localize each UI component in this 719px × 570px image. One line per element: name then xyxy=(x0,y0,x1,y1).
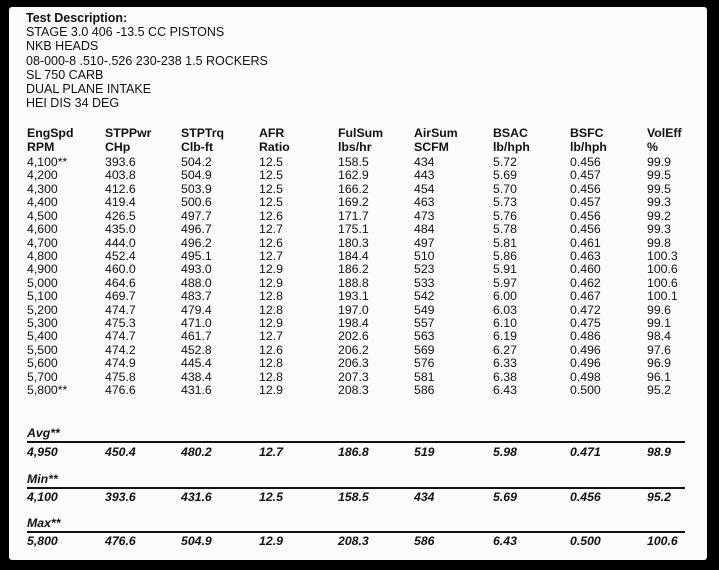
table-cell: 5.98 xyxy=(493,445,517,459)
table-cell: 393.6 xyxy=(105,155,136,169)
table-row xyxy=(9,249,707,263)
table-cell: 0.498 xyxy=(570,370,601,384)
table-cell: 450.4 xyxy=(105,445,136,459)
table-cell: 0.496 xyxy=(570,343,601,357)
table-cell: 6.27 xyxy=(493,343,517,357)
table-cell: 100.6 xyxy=(647,276,678,290)
table-cell: SCFM xyxy=(414,140,449,154)
table-cell: 186.2 xyxy=(338,262,369,276)
table-cell: 0.456 xyxy=(570,209,601,223)
table-cell: 4,800 xyxy=(27,249,58,263)
table-cell: 479.4 xyxy=(181,303,212,317)
table-cell: 6.00 xyxy=(493,289,517,303)
table-cell: 0.461 xyxy=(570,236,601,250)
table-cell: lbs/hr xyxy=(338,140,372,154)
table-cell: 454 xyxy=(414,182,435,196)
table-cell: 193.1 xyxy=(338,289,369,303)
table-cell: 12.9 xyxy=(259,383,283,397)
table-cell: 208.3 xyxy=(338,383,369,397)
description-line: SL 750 CARB xyxy=(26,67,104,82)
table-cell: 393.6 xyxy=(105,490,136,504)
table-cell: 452.8 xyxy=(181,343,212,357)
description-line: HEI DIS 34 DEG xyxy=(26,96,120,111)
table-cell: 5.81 xyxy=(493,236,517,250)
table-cell: 475.3 xyxy=(105,316,136,330)
table-cell: 464.6 xyxy=(105,276,136,290)
table-cell: 463 xyxy=(414,195,435,209)
table-row xyxy=(9,155,707,169)
table-cell: 471.0 xyxy=(181,316,212,330)
table-cell: 12.9 xyxy=(259,534,283,548)
table-cell: 6.19 xyxy=(493,329,517,343)
table-cell: 452.4 xyxy=(105,249,136,263)
table-cell: 5,600 xyxy=(27,356,58,370)
table-cell: 12.8 xyxy=(259,289,283,303)
table-cell: 207.3 xyxy=(338,370,369,384)
table-cell: 0.456 xyxy=(570,222,601,236)
table-cell: 12.7 xyxy=(259,249,283,263)
table-cell: 6.10 xyxy=(493,316,517,330)
table-cell: 504.9 xyxy=(181,168,212,182)
table-cell: 0.456 xyxy=(570,490,601,504)
table-cell: 6.03 xyxy=(493,303,517,317)
table-cell: 99.1 xyxy=(647,316,671,330)
table-cell: 0.463 xyxy=(570,249,601,263)
table-cell: 5.91 xyxy=(493,262,517,276)
table-cell: STPPwr xyxy=(105,126,152,140)
table-cell: 5,700 xyxy=(27,370,58,384)
table-cell: 5,000 xyxy=(27,276,58,290)
test-description xyxy=(26,11,268,110)
table-cell: 0.457 xyxy=(570,168,601,182)
table-cell: 4,700 xyxy=(27,236,58,250)
table-cell: 100.1 xyxy=(647,289,678,303)
table-cell: 426.5 xyxy=(105,209,136,223)
table-cell: 12.6 xyxy=(259,343,283,357)
table-cell: 0.500 xyxy=(570,383,601,397)
table-cell: 549 xyxy=(414,303,435,317)
table-cell: 519 xyxy=(414,445,435,459)
table-cell: 0.462 xyxy=(570,276,601,290)
table-cell: 12.7 xyxy=(259,222,283,236)
table-cell: 474.7 xyxy=(105,329,136,343)
table-cell: 100.3 xyxy=(647,249,678,263)
table-row xyxy=(9,356,707,370)
table-cell: 542 xyxy=(414,289,435,303)
divider xyxy=(27,531,685,533)
table-cell: 5,100 xyxy=(27,289,58,303)
table-cell: 443 xyxy=(414,168,435,182)
table-cell: 5,800** xyxy=(27,383,68,397)
table-cell: 158.5 xyxy=(338,155,369,169)
table-cell: 12.6 xyxy=(259,236,283,250)
table-row xyxy=(9,370,707,384)
table-cell: 431.6 xyxy=(181,383,212,397)
table-cell: 461.7 xyxy=(181,329,212,343)
table-cell: 0.472 xyxy=(570,303,601,317)
table-cell: 166.2 xyxy=(338,182,369,196)
table-cell: 197.0 xyxy=(338,303,369,317)
table-cell: 100.6 xyxy=(647,262,678,276)
table-cell: 403.8 xyxy=(105,168,136,182)
table-cell: 5,300 xyxy=(27,316,58,330)
table-cell: 557 xyxy=(414,316,435,330)
table-cell: 96.1 xyxy=(647,370,671,384)
table-cell: 504.9 xyxy=(181,534,212,548)
table-cell: 412.6 xyxy=(105,182,136,196)
table-cell: 206.3 xyxy=(338,356,369,370)
table-cell: STPTrq xyxy=(181,126,225,140)
table-cell: 5.73 xyxy=(493,195,517,209)
table-cell: 6.43 xyxy=(493,383,517,397)
table-row xyxy=(9,168,707,182)
table-cell: 5,200 xyxy=(27,303,58,317)
table-row xyxy=(9,195,707,209)
table-cell: 0.475 xyxy=(570,316,601,330)
table-cell: 4,200 xyxy=(27,168,58,182)
table-cell: 99.8 xyxy=(647,236,671,250)
table-cell: 435.0 xyxy=(105,222,136,236)
table-cell: AirSum xyxy=(414,126,458,140)
table-cell: 97.6 xyxy=(647,343,671,357)
table-cell: 6.38 xyxy=(493,370,517,384)
table-cell: 0.486 xyxy=(570,329,601,343)
table-row xyxy=(9,182,707,196)
table-cell: 497.7 xyxy=(181,209,212,223)
table-cell: 469.7 xyxy=(105,289,136,303)
table-row xyxy=(9,289,707,303)
table-cell: 496.7 xyxy=(181,222,212,236)
table-row xyxy=(9,222,707,236)
table-cell: 99.9 xyxy=(647,155,671,169)
table-cell: 186.8 xyxy=(338,445,369,459)
table-cell: 0.457 xyxy=(570,195,601,209)
table-cell: 12.7 xyxy=(259,329,283,343)
table-cell: 99.3 xyxy=(647,222,671,236)
table-cell: 434 xyxy=(414,155,435,169)
table-cell: 480.2 xyxy=(181,445,212,459)
table-cell: 576 xyxy=(414,356,435,370)
table-cell: 99.5 xyxy=(647,182,671,196)
table-cell: 171.7 xyxy=(338,209,369,223)
table-cell: 586 xyxy=(414,534,435,548)
table-row xyxy=(9,316,707,330)
table-cell: 99.5 xyxy=(647,168,671,182)
table-cell: 474.9 xyxy=(105,356,136,370)
table-cell: 12.8 xyxy=(259,370,283,384)
table-cell: 5,500 xyxy=(27,343,58,357)
table-cell: 444.0 xyxy=(105,236,136,250)
table-cell: 5.97 xyxy=(493,276,517,290)
table-cell: 99.2 xyxy=(647,209,671,223)
table-cell: 98.4 xyxy=(647,329,671,343)
table-cell: 475.8 xyxy=(105,370,136,384)
description-heading: Test Description: xyxy=(26,11,128,25)
table-cell: 473 xyxy=(414,209,435,223)
divider xyxy=(27,487,685,489)
table-cell: 12.5 xyxy=(259,168,283,182)
table-cell: 5.76 xyxy=(493,209,517,223)
table-cell: 4,900 xyxy=(27,262,58,276)
table-cell: 4,300 xyxy=(27,182,58,196)
table-cell: 533 xyxy=(414,276,435,290)
table-cell: 5.69 xyxy=(493,490,517,504)
table-cell: 169.2 xyxy=(338,195,369,209)
table-row xyxy=(9,303,707,317)
table-cell: 6.33 xyxy=(493,356,517,370)
table-cell: 476.6 xyxy=(105,534,136,548)
table-cell: 493.0 xyxy=(181,262,212,276)
description-line: STAGE 3.0 406 -13.5 CC PISTONS xyxy=(26,25,225,40)
table-cell: 5,800 xyxy=(27,534,58,548)
table-cell: Clb-ft xyxy=(181,140,214,154)
table-cell: 523 xyxy=(414,262,435,276)
table-cell: 162.9 xyxy=(338,168,369,182)
table-cell: BSAC xyxy=(493,126,528,140)
table-cell: 12.5 xyxy=(259,182,283,196)
table-cell: 4,600 xyxy=(27,222,58,236)
table-cell: 0.496 xyxy=(570,356,601,370)
table-cell: 99.6 xyxy=(647,303,671,317)
table-cell: 96.9 xyxy=(647,356,671,370)
table-cell: 4,400 xyxy=(27,195,58,209)
summary-label: Max** xyxy=(27,516,61,530)
table-cell: 5,400 xyxy=(27,329,58,343)
table-cell: 12.9 xyxy=(259,276,283,290)
table-cell: 100.6 xyxy=(647,534,678,548)
table-cell: CHp xyxy=(105,140,131,154)
table-row xyxy=(9,276,707,290)
table-row xyxy=(9,236,707,250)
table-cell: 4,500 xyxy=(27,209,58,223)
table-cell: 208.3 xyxy=(338,534,369,548)
table-cell: lb/hph xyxy=(570,140,607,154)
table-cell: 500.6 xyxy=(181,195,212,209)
table-cell: 12.5 xyxy=(259,155,283,169)
table-row xyxy=(9,329,707,343)
summary-label: Avg** xyxy=(27,426,60,440)
summary-label: Min** xyxy=(27,472,58,486)
table-cell: 0.460 xyxy=(570,262,601,276)
table-row xyxy=(9,383,707,397)
summary-avg-row xyxy=(9,445,707,459)
table-cell: 98.9 xyxy=(647,445,671,459)
table-cell: 0.500 xyxy=(570,534,601,548)
table-cell: 5.78 xyxy=(493,222,517,236)
table-row xyxy=(9,209,707,223)
description-line: NKB HEADS xyxy=(26,39,99,54)
table-cell: 12.8 xyxy=(259,303,283,317)
table-cell: VolEff xyxy=(647,126,682,140)
summary-max-row xyxy=(9,534,707,548)
divider xyxy=(27,441,685,443)
table-cell: 460.0 xyxy=(105,262,136,276)
table-cell: 0.456 xyxy=(570,155,601,169)
table-cell: 431.6 xyxy=(181,490,212,504)
table-cell: 569 xyxy=(414,343,435,357)
table-cell: EngSpd xyxy=(27,126,74,140)
table-cell: 6.43 xyxy=(493,534,517,548)
table-cell: 474.2 xyxy=(105,343,136,357)
table-cell: 12.9 xyxy=(259,316,283,330)
table-cell: 0.456 xyxy=(570,182,601,196)
table-cell: 0.471 xyxy=(570,445,601,459)
table-cell: AFR xyxy=(259,126,285,140)
table-cell: 445.4 xyxy=(181,356,212,370)
table-cell: RPM xyxy=(27,140,55,154)
table-cell: % xyxy=(647,140,658,154)
table-cell: 206.2 xyxy=(338,343,369,357)
table-cell: FulSum xyxy=(338,126,384,140)
table-cell: 4,100** xyxy=(27,155,68,169)
table-cell: 99.3 xyxy=(647,195,671,209)
table-cell: 0.467 xyxy=(570,289,601,303)
table-row xyxy=(9,343,707,357)
table-cell: 5.69 xyxy=(493,168,517,182)
table-cell: 188.8 xyxy=(338,276,369,290)
table-cell: 4,100 xyxy=(27,490,58,504)
table-cell: 563 xyxy=(414,329,435,343)
table-cell: 5.72 xyxy=(493,155,517,169)
table-cell: 419.4 xyxy=(105,195,136,209)
table-cell: 202.6 xyxy=(338,329,369,343)
table-cell: 5.86 xyxy=(493,249,517,263)
table-cell: 496.2 xyxy=(181,236,212,250)
table-cell: 180.3 xyxy=(338,236,369,250)
description-line: 08-000-8 .510-.526 230-238 1.5 ROCKERS xyxy=(26,53,268,68)
table-cell: 95.2 xyxy=(647,490,671,504)
table-cell: 434 xyxy=(414,490,435,504)
table-cell: 5.70 xyxy=(493,182,517,196)
table-cell: Ratio xyxy=(259,140,290,154)
table-cell: 95.2 xyxy=(647,383,671,397)
table-cell: 488.0 xyxy=(181,276,212,290)
table-cell: 12.5 xyxy=(259,195,283,209)
table-cell: 175.1 xyxy=(338,222,369,236)
table-cell: 12.8 xyxy=(259,356,283,370)
table-cell: 497 xyxy=(414,236,435,250)
table-cell: 12.6 xyxy=(259,209,283,223)
table-cell: 12.9 xyxy=(259,262,283,276)
table-cell: 483.7 xyxy=(181,289,212,303)
summary-min-row xyxy=(9,490,707,504)
table-cell: 510 xyxy=(414,249,435,263)
table-header-row xyxy=(9,126,707,140)
table-cell: 12.7 xyxy=(259,445,283,459)
table-cell: BSFC xyxy=(570,126,604,140)
table-cell: 504.2 xyxy=(181,155,212,169)
table-units-row xyxy=(9,140,707,154)
table-cell: 158.5 xyxy=(338,490,369,504)
description-line: DUAL PLANE INTAKE xyxy=(26,82,152,97)
table-cell: 474.7 xyxy=(105,303,136,317)
table-cell: 12.5 xyxy=(259,490,283,504)
table-cell: lb/hph xyxy=(493,140,530,154)
table-cell: 438.4 xyxy=(181,370,212,384)
table-cell: 476.6 xyxy=(105,383,136,397)
table-cell: 184.4 xyxy=(338,249,369,263)
table-cell: 495.1 xyxy=(181,249,212,263)
table-cell: 581 xyxy=(414,370,435,384)
table-cell: 198.4 xyxy=(338,316,369,330)
table-cell: 4,950 xyxy=(27,445,58,459)
dyno-report-sheet xyxy=(9,7,707,560)
table-cell: 484 xyxy=(414,222,435,236)
table-cell: 503.9 xyxy=(181,182,212,196)
table-cell: 586 xyxy=(414,383,435,397)
table-row xyxy=(9,262,707,276)
